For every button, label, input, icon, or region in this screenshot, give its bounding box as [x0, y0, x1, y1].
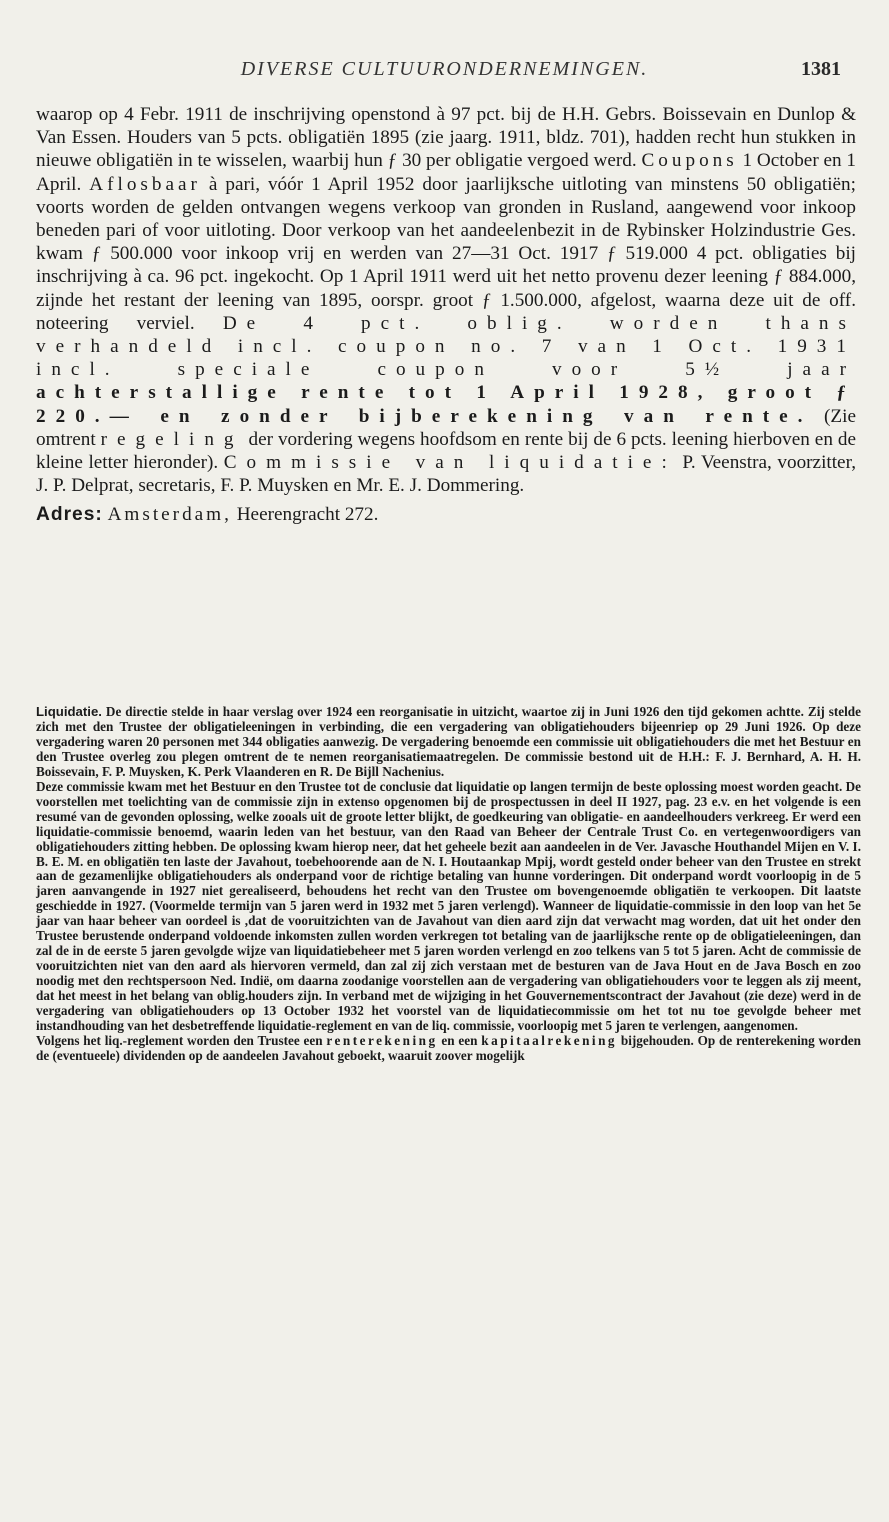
liquidation-text-3b: en een	[437, 1032, 482, 1048]
commissie-label: Commissie van liquidatie:	[223, 452, 677, 474]
text-part4: (Zie omtrent	[36, 405, 856, 450]
text-part5: der vordering wegens hoofdsom en rente bij de 6 pcts. leening hierboven en de kleine letter hieronder).	[36, 428, 856, 474]
address-street: Heerengracht 272.	[236, 504, 379, 526]
address-line	[36, 503, 856, 526]
text-part1: waarop op 4 Febr. 1911 de inschrijving openstond à 97 pct. bij de H.H. Gebrs. Boissevain en Dunlop & Van Essen. Houders van 5 pcts. obligatiën 1895 (zie jaarg. 1911, bldz. 701), hadden recht hun stukken in nieuwe obligatiën in te wisselen, waarbij hun ƒ 30 per obligatie vergoed werd.	[36, 104, 856, 172]
running-title: DIVERSE CULTUURONDERNEMINGEN.	[240, 58, 649, 80]
main-paragraph	[36, 103, 856, 497]
liquidation-text-2: Deze commissie kwam met het Bestuur en den Trustee tot de conclusie dat liquidatie op langen termijn de beste oplossing moest worden geacht. De voorstellen met toelichting van de commissie zijn in extenso opgenomen bij de prospectussen in deel II 1927, pag. 23 e.v. en het volgende is een resumé van de gevonden oplossing, welke zooals uit de groote letter blijkt, de goedkeuring van obligatie- en aandeelhouders verkreeg. Er werd een liquidatie-commissie benoemd, waarin leden van het bestuur, van den Raad van Beheer der Centrale Trust Co. en vertegenwoordigers van obligatiehouders zitting hebben. De oplossing kwam hierop neer, dat het geheele bezit aan aandeelen in de Ver. Javasche Houthandel Mijen en V. I. B. E. M. en obligatiën ten laste der Javahout, toebehoorende aan de N. I. Houtaankap Mpij, wordt gesteld onder beheer van den Trustee en strekt aan de gezamenlijke obligatiehouders als onderpand voor de richtige betaling van hunne vorderingen. Dit onderpand wordt voorloopig in de 5 jaren aanvangende in 1927 niet gerealiseerd, behoudens het recht van den Trustee om bovengenoemde obligatiën te verkoopen. Dit laatste geschiedde in 1927. (Voormelde termijn van 5 jaren werd in 1932 met 5 jaren verlengd). Wanneer de liquidatie-commissie in den loop van het 5e jaar van haar beheer van oordeel is ,dat de vooruitzichten van de Javahout van dien aard zijn dat verwacht mag worden, dat uit het onder den Trustee berustende onderpand voldoende inkomsten zullen worden verkregen tot betaling van de jaarlijksche rente op de obligatieleeningen, dan zal de in de eerste 5 jaren gevolgde wijze van liquidatiebeheer met 5 jaren worden verlengd en zoo telkens van 5 tot 5 jaren. Acht de commissie de vooruitzichten niet van den aard als hiervoren vermeld, dan zal zij zich verstaan met de besturen van de Java Hout en de Java Bosch en zoo noodig met den rechtspersoon Ned. Indië, om daarna zoodanige voorstellen aan de vergadering van obligatiehouders voor te leggen als zij meent, dat het meest in het belang van oblig.houders zijn. In verband met de wijziging in het Gouvernementscontract der Javahout (zie deze) werd in de vergadering van obligatiehouders op 13 October 1932 het voorstel van de liquidatiecommissie om het tot nu toe gevolgde beheer met instandhouding van het desbetreffende liquidatie-reglement en van de liq. commissie, voorloopig met 5 jaren te verlengen, aangenomen.	[36, 778, 861, 1034]
liquidation-text-1: De directie stelde in haar verslag over 1924 een reorganisatie in uitzicht, waartoe zij in Juni 1926 den tijd gekomen achtte. Zij stelde zich met den Trustee der obligatieleeningen in verbinding, die een vergadering van obligatiehouders bijeenriep op 29 Juni 1926. Op deze vergadering waren 20 personen met 344 obligaties aanwezig. De vergadering benoemde een commissie uit obligatiehouders die met het Bestuur en den Trustee overleg zou plegen omtrent de te nemen reorganisatiemaatregelen. De commissie bestond uit de H.H.: F. J. Bernhard, A. H. H. Boissevain, F. P. Muysken, K. Perk Vlaanderen en R. De Bijll Nachenius.	[36, 704, 861, 779]
liquidation-section	[36, 705, 861, 1064]
text-part3: à pari, vóór 1 April 1952 door jaarlijksche uitloting van minstens 50 obligatiën; voorts worden de gelden ontvangen wegens verkoop van gronden in Rusland, aangewend voor inkoop beneden pari of voor uitloting. Door verkoop van het aandeelenbezit in de Rybinsker Holzindustrie Ges. kwam ƒ 500.000 voor inkoop vrij en werden van 27—31 Oct. 1917 ƒ 519.000 4 pct. obligaties bij inschrijving à ca. 96 pct. ingekocht. Op 1 April 1911 werd uit het netto provenu dezer leening ƒ 884.000, zijnde het restant der leening van 1895, oorspr. groot ƒ 1.500.000, afgelost, waarna deze uit de off. noteering verviel.	[36, 173, 856, 334]
liquidation-paragraph-1	[36, 705, 861, 780]
liquidation-paragraph-3	[36, 1034, 861, 1064]
spaced-block: De 4 pct. oblig. worden thans verhandeld incl. coupon no. 7 van 1 Oct. 1931 incl. speciale coupon voor 5½ jaar	[36, 312, 856, 381]
text-part2: 1 October en 1 April.	[36, 150, 857, 195]
page-header	[0, 58, 889, 86]
bold-spaced-block: achterstallige rente tot 1 April 1928, groot ƒ 220.— en zonder bijberekening van rente.	[36, 382, 856, 427]
coupons-label: Coupons	[641, 150, 738, 172]
address-city: Amsterdam,	[107, 504, 232, 526]
renterekening-label: renterekening	[326, 1032, 438, 1048]
liquidation-text-3c: bijgehouden. Op de renterekening worden de (eventueele) dividenden op de aandeelen Javahout geboekt, waaruit zoover mogelijk	[36, 1032, 861, 1063]
main-text-block	[36, 103, 856, 527]
text-part6: P. Veenstra, voorzitter, J. P. Delprat, secretaris, F. P. Muysken en Mr. E. J. Dommering.	[36, 452, 856, 497]
liquidation-text-3a: Volgens het liq.-reglement worden den Trustee een	[36, 1032, 327, 1048]
page-number: 1381	[801, 58, 841, 80]
address-label: Adres:	[36, 504, 103, 526]
liquidation-label: Liquidatie.	[36, 704, 102, 719]
aflosbaar-label: Aflosbaar	[89, 173, 201, 195]
kapitaalrekening-label: kapitaalrekening	[481, 1032, 618, 1048]
regeling-label: regeling	[100, 428, 244, 450]
liquidation-paragraph-2	[36, 780, 861, 1034]
